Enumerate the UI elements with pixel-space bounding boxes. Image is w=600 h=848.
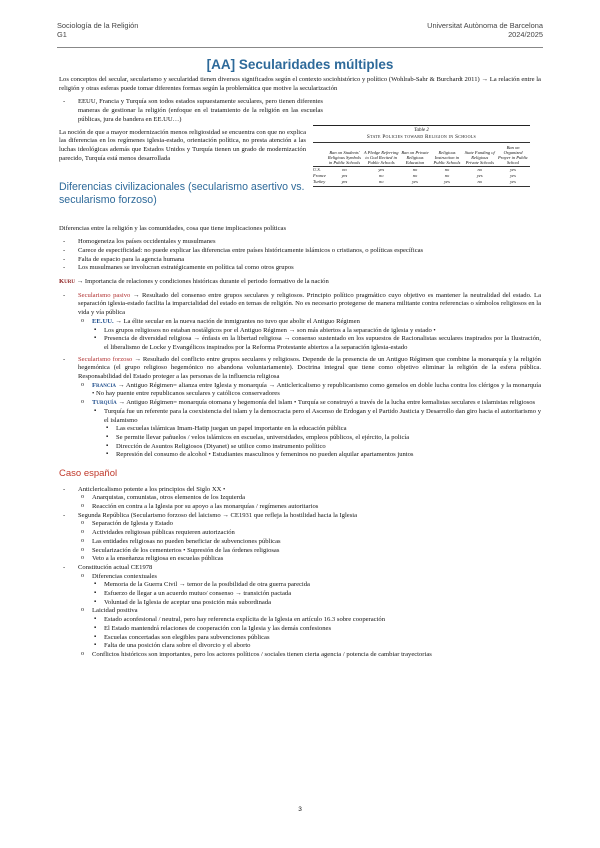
table-cell: no: [400, 166, 431, 173]
page-content: [59, 76, 541, 660]
table-header-cell: Ban on Private Religious Education: [400, 142, 431, 166]
francia-text: → Antiguo Régimen= alianza entre Iglesia y monarquía → Anticlericalismo y republicanismo como gemelos en doble lucha contra los clérigos y la monarquía • No hay puente entre republicanos seculares y católicos conservadores: [92, 381, 541, 398]
table-cell: France: [313, 172, 326, 178]
header-left: [57, 21, 138, 40]
diferencias-label: Diferencias contextuales: [92, 572, 157, 580]
forzoso-text: → Resultado del conflicto entre grupos seculares y religiosos. Depende de la presencia de un Antiguo Régimen que combine la monarquía y la religión hegemónica (el grupo religioso hegemónico no abandona voluntariamente). Doctrina integral que tiene como objetivo eliminar la religión de la esfera pública. Responsabilidad del Estado proteger a las personas de la influencia religiosa: [78, 355, 541, 381]
table-cell: U.S.: [313, 166, 326, 173]
eeuu-label: EE.UU.: [92, 317, 114, 325]
laicidad-sublist: [92, 616, 541, 651]
turquia-sub-text: Turquía fue un referente para la coexistencia del islam y la democracia pero el Ascenso de Erdogan y el Partido Justicia y Desarrollo dan giro hacia el autoritarismo y el islamismo: [104, 407, 541, 424]
list-item: [78, 529, 541, 538]
list-item-conflictos: [78, 651, 541, 660]
page-title: [AA] Secularidades múltiples: [206, 57, 394, 72]
table-header-cell: Ban on Organized Prayer in Public School: [496, 142, 530, 166]
constitucion-sublist: [78, 573, 541, 660]
list-item: [92, 634, 541, 643]
intro-list: [59, 98, 541, 124]
list-item-text: Homogeneiza los países occidentales y musulmanes: [78, 238, 216, 246]
list-item-text: Falta de espacio para la agencia humana: [78, 255, 185, 263]
civilizational-critique-list: [59, 238, 541, 273]
list-item: [59, 238, 541, 247]
list-item-text: Separación de Iglesia y Estado: [92, 520, 173, 528]
list-item-text: Memoria de la Guerra Civil → temor de la posibilidad de otra guerra parecida: [104, 581, 310, 589]
secularism-types-list: [59, 292, 541, 460]
table-cell: yes: [363, 166, 400, 173]
list-item: [78, 503, 541, 512]
header-divider: [57, 47, 543, 48]
intro-bullet: [59, 98, 323, 124]
turquia-items: [104, 425, 541, 460]
policies-table: [313, 142, 530, 187]
table-row: [313, 179, 530, 186]
list-item: [92, 408, 541, 460]
list-item: [59, 247, 541, 256]
pasivo-sublist: [78, 318, 541, 353]
list-item-text: Los musulmanes se involucran estratégicamente en política tal como otros grupos: [78, 264, 294, 272]
eeuu-sublist: [92, 327, 541, 353]
university-name: Universitat Autònoma de Barcelona: [427, 21, 543, 30]
spain-list: [59, 486, 541, 660]
kuru-line: [59, 278, 541, 287]
table-cell: no: [378, 172, 384, 178]
list-item-diferencias: [78, 573, 541, 608]
list-item-text: Escuelas concertadas son elegibles para subvenciones públicas: [104, 633, 270, 641]
list-item: [104, 443, 541, 452]
list-item: [78, 520, 541, 529]
republica-label: Segunda República (Secularismo forzoso del laicismo → CE1931 que refleja la hostilidad hacia la Iglesia: [78, 511, 358, 519]
constitucion-label: Constitución actual CE1978: [78, 563, 153, 571]
section-heading-civilizational: Diferencias civilizacionales (secularismo asertivo vs. secularismo forzoso): [59, 180, 305, 206]
course-name: Sociología de la Religión: [57, 21, 139, 30]
table-header-cell: Religious Instruction in Public Schools: [430, 142, 463, 166]
list-item-forzoso: [59, 356, 541, 460]
table-cell: yes: [341, 172, 348, 178]
list-item: [92, 327, 541, 336]
table-cell: no: [412, 172, 418, 178]
turquia-sublist: [92, 408, 541, 460]
list-item-text: Secularización de los cementerios • Supresión de las órdenes religiosas: [92, 546, 280, 554]
list-item: [59, 264, 541, 273]
table-cell: no: [363, 179, 400, 186]
academic-year: 2024/2025: [508, 30, 543, 40]
list-item-pasivo: [59, 292, 541, 353]
table-cell: no: [430, 166, 463, 173]
table-cell: yes: [430, 179, 463, 186]
list-item-text: Carece de especificidad: no puede explicar las diferencias entre países históricamente islámicos o cristianos, o políticas específicas: [78, 246, 424, 254]
table-cell: no: [444, 172, 450, 178]
table-cell: yes: [400, 179, 431, 186]
list-item-laicidad: [78, 607, 541, 651]
list-item-turquia: [78, 399, 541, 460]
table-cell: yes: [510, 172, 516, 178]
table-cell: no: [464, 166, 497, 173]
kuru-label: Kuru: [59, 278, 75, 286]
list-item-text: Se permite llevar pañuelos / velos islámicos en escuelas, universidades, empleos públicos, el ejército, la policía: [116, 433, 410, 441]
list-item: [92, 642, 541, 651]
list-item: [78, 547, 541, 556]
list-item: [104, 451, 541, 460]
list-item-text: Estado aconfesional / neutral, pero hay referencia explícita de la Iglesia en artículo 16.3 sobre cooperación: [104, 616, 386, 624]
turquia-text: → Antiguo Régimen= monarquía otomana y hegemonía del islam • Turquía se construyó a través de la lucha entre kemalistas seculares e islamistas religiosos: [118, 399, 536, 407]
list-item-text: El Estado mantendrá relaciones de cooperación con la Iglesia y las demás confesiones: [104, 624, 332, 632]
laicidad-label: Laicidad positiva: [92, 607, 138, 615]
modernization-block: [59, 129, 541, 225]
list-item-francia: [78, 382, 541, 399]
anticlericalismo-sublist: [78, 494, 541, 511]
pasivo-text: → Resultado del consenso entre grupos seculares y religiosos. Principio político pragmático cuyo objetivo es mantener la neutralidad del estado. La separación iglesia-estado facilita la imparcialidad del estado en temas de religión. No es necesario protegerse de manera militante contra referencias o símbolos religiosos en la vida y vía pública: [78, 291, 542, 317]
list-item-text: Falta de una posición clara sobre el divorcio y el aborto: [104, 642, 251, 650]
table-title: State Policies toward Religion in Schools: [366, 134, 477, 141]
table-top-rule: [313, 125, 530, 126]
list-item: [92, 581, 541, 590]
list-item: [78, 555, 541, 564]
list-item: [104, 425, 541, 434]
list-item: [92, 590, 541, 599]
list-item-text: Los grupos religiosos no estaban nostálgicos por el Antiguo Régimen → son más abiertos a la separación de iglesia y estado •: [104, 326, 436, 334]
list-item: [92, 335, 541, 352]
intro-bullet-text: EEUU, Francia y Turquía son todos estados supuestamente seculares, pero tienen diferentes maneras de gestionar la religión (enfoque en el tratamiento de la religión en las escuelas públicas, jura de bandera en EE.UU…): [78, 98, 323, 123]
table-cell: yes: [326, 179, 363, 186]
list-item: [59, 256, 541, 265]
pasivo-label: Secularismo pasivo: [78, 291, 131, 299]
list-item-text: Reacción en contra a la Iglesia por su apoyo a las monarquías / regímenes autoritarios: [92, 503, 319, 511]
list-item-anticlericalismo: [59, 486, 541, 512]
table-header-row: [313, 142, 530, 166]
page-header: [57, 21, 543, 40]
table-header-cell: State Funding of Religious Private Schools: [464, 142, 497, 166]
list-item-text: Voluntad de la Iglesia de aceptar una posición más subordinada: [104, 598, 272, 606]
francia-label: Francia: [92, 381, 117, 389]
table-cell: no: [464, 179, 497, 186]
list-item-text: Anarquistas, comunistas, otros elementos de los Izquierda: [92, 494, 246, 502]
table-header-cell: Ban on Students' Religious Symbols in Public Schools: [326, 142, 363, 166]
list-item-text: Esfuerzo de llegar a un acuerdo mutuo/ consenso → transición pactada: [104, 590, 292, 598]
table-cell: yes: [476, 172, 483, 178]
list-item: [92, 616, 541, 625]
turquia-label: Turquía: [92, 399, 117, 407]
section-heading-spain: Caso español: [59, 468, 118, 480]
list-item-text: Las escuelas islámicas Imam-Hatip juegan un papel importante en la educación pública: [116, 425, 347, 433]
diferencias-sublist: [92, 581, 541, 607]
list-item-text: Actividades religiosas públicas requieren autorización: [92, 529, 235, 537]
list-item-text: Las entidades religiosas no pueden beneficiar de subvenciones públicas: [92, 537, 281, 545]
list-item: [78, 538, 541, 547]
list-item: [78, 494, 541, 503]
table-header-cell: [313, 142, 326, 166]
table-caption: Table 2: [414, 127, 429, 133]
modernization-paragraph: La noción de que a mayor modernización menos religiosidad se encuentra con que no explica las diferencias en los regímenes iglesia-estado, orientación política, no presta atención a las luchas ideológicas además que Estados Unidos y Turquía tienen un grado de modernización parecido, Turquía está menos desarrollada: [59, 128, 306, 162]
anticlericalismo-label: Anticlericalismo potente a los principios del Siglo XX •: [78, 485, 226, 493]
header-right: [427, 21, 543, 40]
list-item: [92, 625, 541, 634]
list-item: [92, 599, 541, 608]
list-item-constitucion: [59, 564, 541, 660]
table-cell: yes: [496, 166, 530, 173]
list-item-text: Veto a la enseñanza religiosa en escuelas públicas: [92, 555, 224, 563]
list-item-text: Dirección de Asuntos Religiosos (Diyanet) se utilice como instrumento político: [116, 442, 326, 450]
table-cell: yes: [496, 179, 530, 186]
list-item-eeuu: [78, 318, 541, 353]
list-item-text: Conflictos históricos son importantes, pero los actores políticos / sociales tienen cierta agencia / potencia de cambiar trayectorias: [92, 650, 432, 658]
forzoso-label: Secularismo forzoso: [78, 355, 133, 363]
list-item-republica: [59, 512, 541, 564]
list-item-text: Presencia de diversidad religiosa → énfasis en la libertad religiosa → consenso sustentado en los supuestos de Racionalistas seculares inspirados por la Ilustración, el liberalismo de Locke y Evangélicos inspirados por la Reforma Protestante abiertos a la separación iglesia-estado: [104, 335, 541, 351]
policies-table-figure: [313, 125, 530, 225]
page-number: 3: [298, 806, 302, 813]
table-cell: Turkey: [313, 179, 326, 185]
intro-paragraph: Los conceptos del secular, secularismo y secularidad tienen diversos significados según el contexto sociohistórico y político (Wohlrab-Sahr & Burchardt 2011) → La relación entre la religión y otras esferas puede tomar diferentes formas según la problemática que motive la secularización: [59, 76, 541, 92]
republica-sublist: [78, 520, 541, 564]
list-item-text: Represión del consumo de alcohol • Estudiantes masculinos y femeninos no pueden alquilar apartamentos juntos: [116, 451, 414, 459]
civilizational-lead: Diferencias entre la religión y las comunidades, cosa que tiene implicaciones políticas: [59, 224, 287, 232]
table-row: [313, 166, 530, 173]
list-item: [104, 434, 541, 443]
table-header-cell: A Pledge Referring to God Recited in Public Schools: [363, 142, 400, 166]
kuru-text: → Importancia de relaciones y condiciones históricas durante el periodo formativo de la nación: [76, 278, 329, 286]
table-cell: no: [326, 166, 363, 173]
group-label: G1: [57, 30, 67, 40]
forzoso-sublist: [78, 382, 541, 460]
eeuu-text: → La élite secular en la nueva nación de inmigrantes no tuvo que abolir el Antiguo Régimen: [115, 317, 360, 325]
